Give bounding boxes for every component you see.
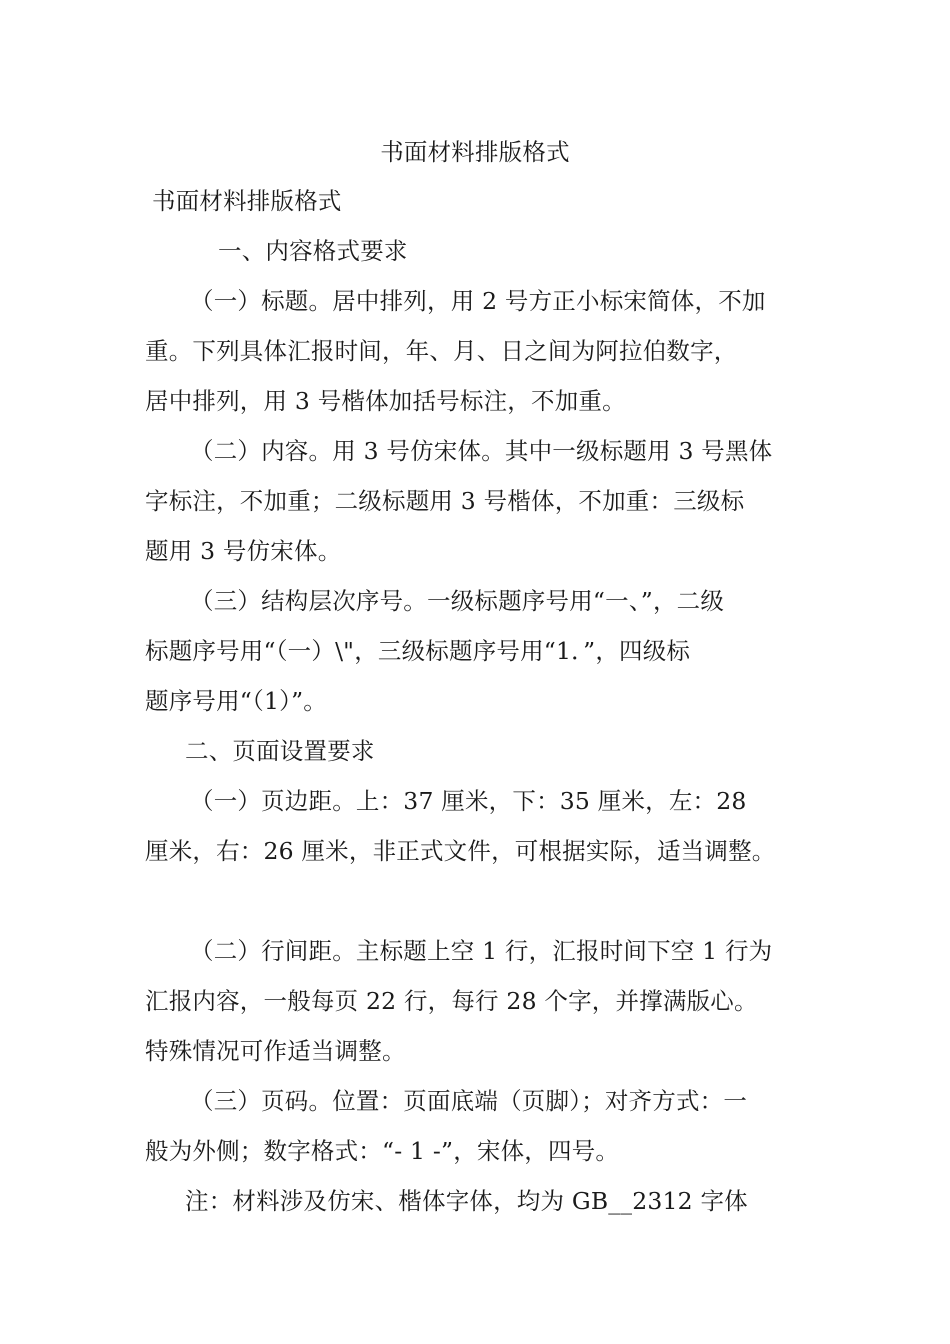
paragraph-line: 题用 3 号仿宋体。 [145,537,342,565]
paragraph-line: 般为外侧；数字格式：“- 1 -”，宋体，四号。 [145,1137,620,1165]
paragraph-line: 标题序号用“（一）\"，三级标题序号用“1．”，四级标 [145,637,691,665]
paragraph-line: （三）结构层次序号。一级标题序号用“一、”，二级 [190,587,725,615]
section-heading-page-setup: 二、页面设置要求 [185,737,375,765]
paragraph-line: （一）标题。居中排列，用 2 号方正小标宋简体，不加 [190,287,766,315]
paragraph-line: （二）内容。用 3 号仿宋体。其中一级标题用 3 号黑体 [190,437,773,465]
paragraph-line: （三）页码。位置：页面底端（页脚）；对齐方式：一 [190,1087,748,1115]
paragraph-line: 重。下列具体汇报时间，年、月、日之间为阿拉伯数字， [145,337,738,365]
paragraph-line: 题序号用“（1）”。 [145,687,327,715]
paragraph-line: 厘米，右：26 厘米，非正式文件，可根据实际，适当调整。 [145,837,776,865]
note-line: 注：材料涉及仿宋、楷体字体，均为 GB__2312 字体 [185,1187,748,1215]
paragraph-line: 特殊情况可作适当调整。 [145,1037,406,1065]
paragraph-line: 汇报内容，一般每页 22 行，每行 28 个字，并撑满版心。 [145,987,758,1015]
section-heading-content-format: 一、内容格式要求 [218,237,408,265]
page-title: 书面材料排版格式 [380,138,570,166]
paragraph-line: 字标注，不加重；二级标题用 3 号楷体，不加重：三级标 [145,487,745,515]
paragraph-line: 居中排列，用 3 号楷体加括号标注，不加重。 [145,387,626,415]
page-subtitle: 书面材料排版格式 [152,187,342,215]
paragraph-line: （一）页边距。上：37 厘米，下：35 厘米，左：28 [190,787,747,815]
paragraph-line: （二）行间距。主标题上空 1 行，汇报时间下空 1 行为 [190,937,773,965]
